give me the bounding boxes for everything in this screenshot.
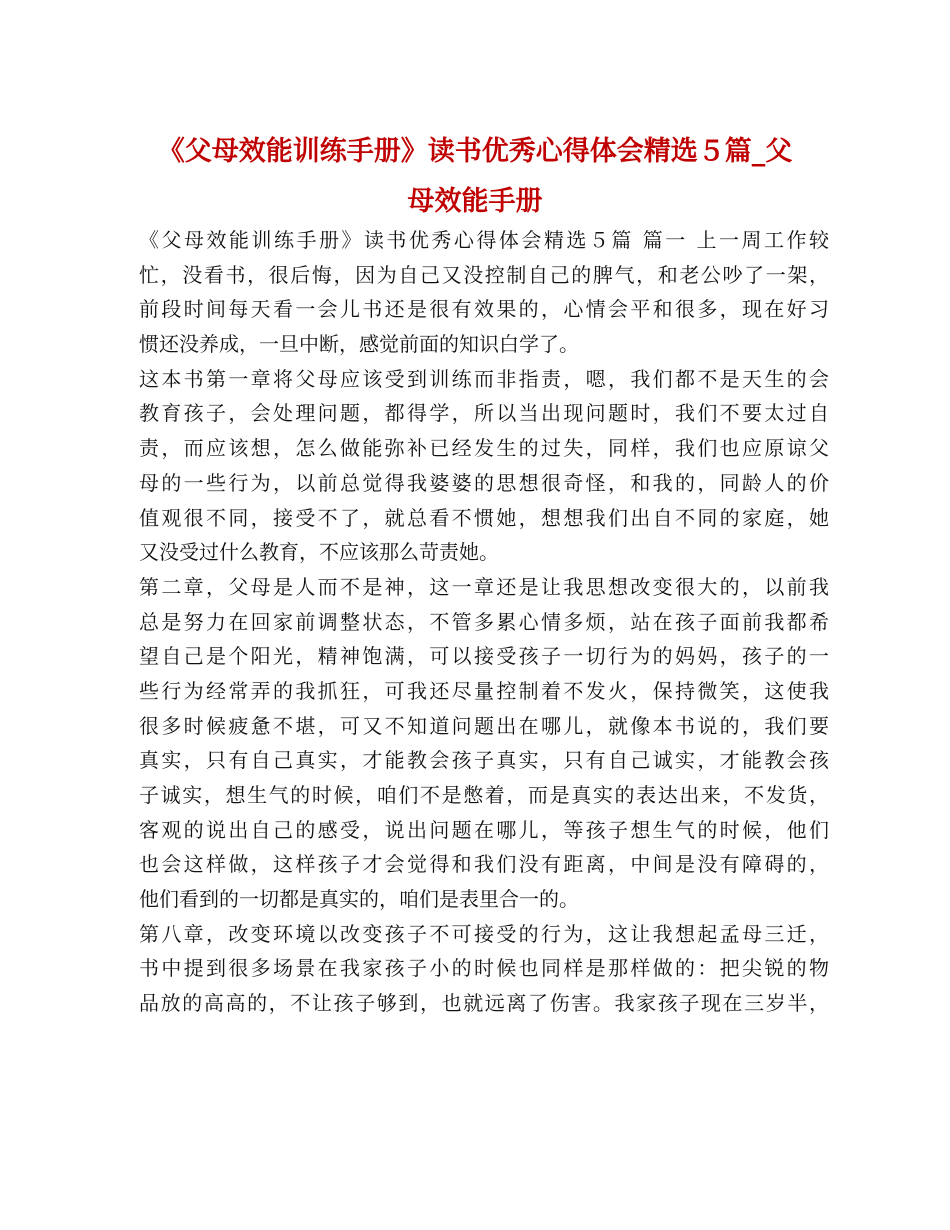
body-line-8: 母的一些行为，以前总觉得我婆婆的思想很奇怪，和我的，同龄人的价 [139, 470, 829, 495]
body-line-21: 第八章，改变环境以改变孩子不可接受的行为，这让我想起孟母三迁， [139, 921, 829, 946]
body-line-5: 这本书第一章将父母应该受到训练而非指责，嗯，我们都不是天生的会 [139, 366, 829, 391]
body-line-20: 他们看到的一切都是真实的，咱们是表里合一的。 [139, 887, 579, 912]
body-line-7: 责，而应该想，怎么做能弥补已经发生的过失，同样，我们也应原谅父 [139, 436, 829, 461]
body-line-10: 又没受过什么教育，不应该那么苛责她。 [139, 540, 499, 565]
body-line-4: 惯还没养成，一旦中断，感觉前面的知识白学了。 [139, 332, 579, 357]
body-line-16: 真实，只有自己真实，才能教会孩子真实，只有自己诚实，才能教会孩 [139, 748, 829, 773]
body-line-11: 第二章，父母是人而不是神，这一章还是让我思想改变很大的，以前我 [139, 574, 829, 599]
document-body [139, 223, 829, 1021]
body-line-15: 很多时候疲惫不堪，可又不知道问题出在哪儿，就像本书说的，我们要 [139, 713, 829, 738]
body-line-22: 书中提到很多场景在我家孩子小的时候也同样是那样做的：把尖锐的物 [139, 956, 829, 981]
title-line-1: 《父母效能训练手册》读书优秀心得体会精选５篇_父 [157, 136, 793, 167]
body-line-13: 望自己是个阳光，精神饱满，可以接受孩子一切行为的妈妈，孩子的一 [139, 644, 829, 669]
body-line-23: 品放的高高的，不让孩子够到，也就远离了伤害。我家孩子现在三岁半， [139, 991, 829, 1016]
body-line-2: 忙，没看书，很后悔，因为自己又没控制自己的脾气，和老公吵了一架， [139, 262, 829, 287]
body-line-14: 些行为经常弄的我抓狂，可我还尽量控制着不发火，保持微笑，这使我 [139, 678, 829, 703]
body-line-19: 也会这样做，这样孩子才会觉得和我们没有距离，中间是没有障碍的， [139, 852, 829, 877]
document-title [120, 127, 830, 227]
body-line-1: 《父母效能训练手册》读书优秀心得体会精选５篇 篇一 上一周工作较 [139, 228, 829, 252]
body-line-17: 子诚实，想生气的时候，咱们不是憋着，而是真实的表达出来，不发货， [139, 783, 829, 807]
body-line-18: 客观的说出自己的感受，说出问题在哪儿，等孩子想生气的时候，他们 [139, 817, 829, 842]
body-line-12: 总是努力在回家前调整状态，不管多累心情多烦，站在孩子面前我都希 [139, 609, 829, 634]
body-line-9: 值观很不同，接受不了，就总看不惯她，想想我们出自不同的家庭，她 [139, 505, 829, 530]
body-line-3: 前段时间每天看一会儿书还是很有效果的，心情会平和很多，现在好习 [139, 297, 829, 322]
title-line-2: 母效能手册 [407, 186, 543, 217]
body-line-6: 教育孩子，会处理问题，都得学，所以当出现问题时，我们不要太过自 [139, 401, 829, 426]
